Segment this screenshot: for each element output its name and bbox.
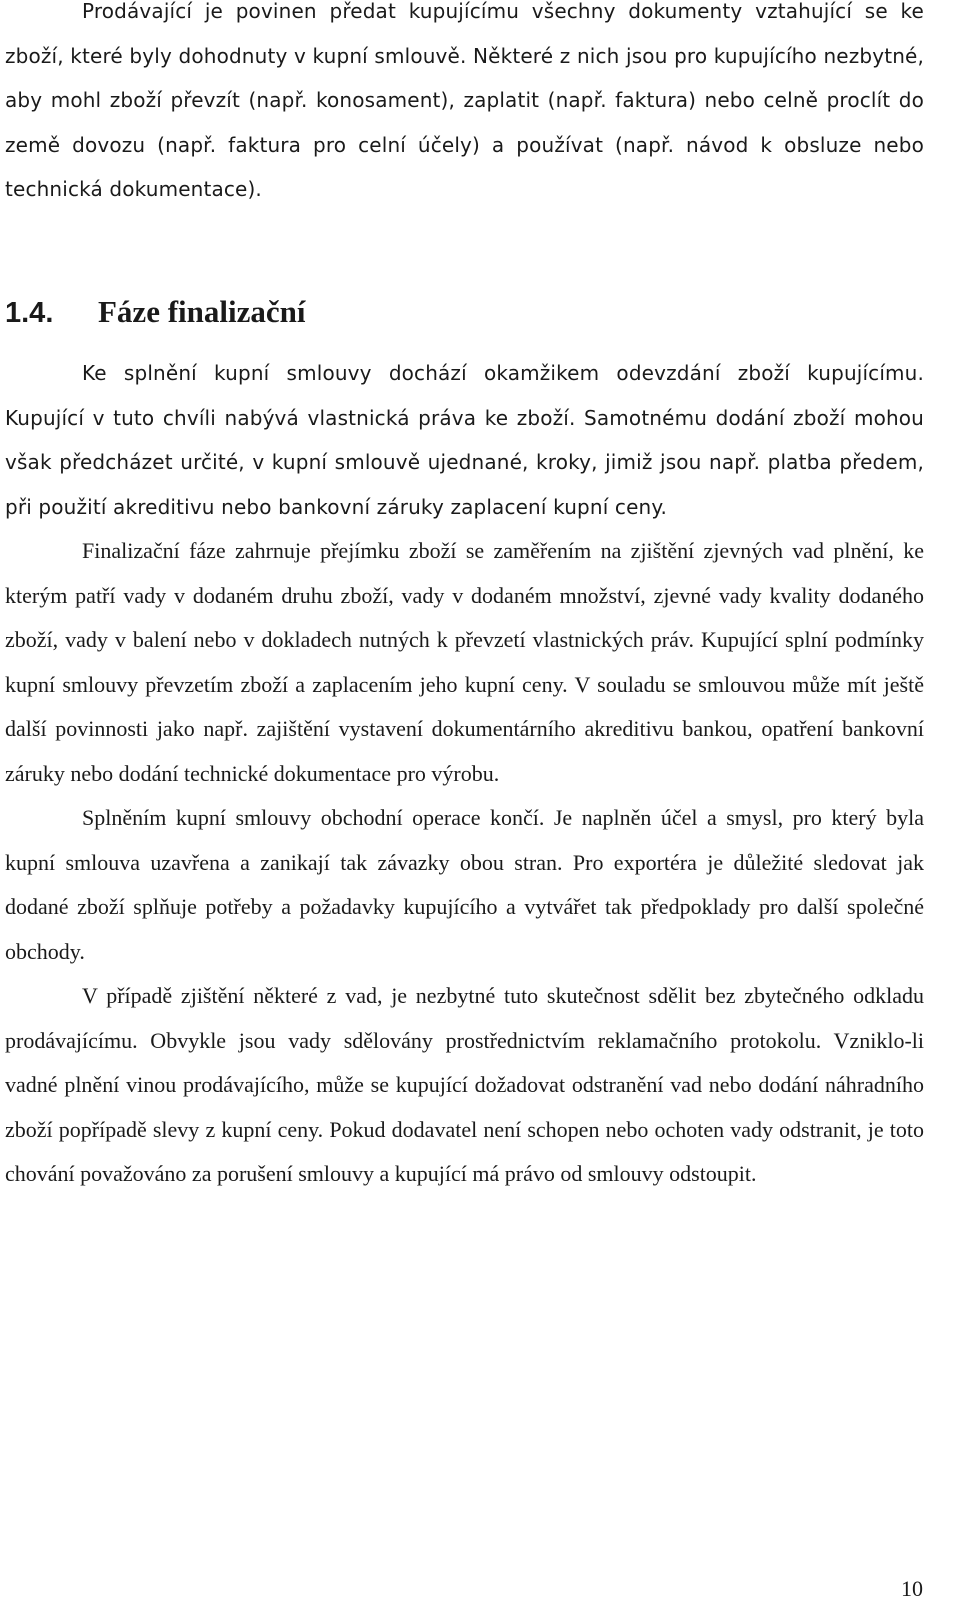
intro-paragraph: Prodávající je povinen předat kupujícímu všechny dokumenty vztahující se ke zboží, které byly dohodnuty v kupní smlouvě. Některé z nich jsou pro kupujícího nezbytné, aby mohl zboží převzít (např. konosament), zaplatit (např. faktura) nebo celně proclít do země dovozu (např. faktura pro celní účely) a používat (např. návod k obsluze nebo technická dokumentace).	[5, 0, 924, 201]
section-paragraph-2: Finalizační fáze zahrnuje přejímku zboží se zaměřením na zjištění zjevných vad plnění, ke kterým patří vady v dodaném druhu zboží, vady v dodaném množství, zjevné vady kvality dodaného zboží, vady v balení nebo v dokladech nutných k převzetí vlastnických práv. Kupující splní podmínky kupní smlouvy převzetím zboží a zaplacením jeho kupní ceny. V souladu se smlouvou může mít ještě další povinnosti jako např. zajištění vystavení dokumentárního akreditivu bankou, opatření bankovní záruky nebo dodání technické dokumentace pro výrobu.	[5, 538, 924, 786]
section-paragraph-1: Ke splnění kupní smlouvy dochází okamžikem odevzdání zboží kupujícímu. Kupující v tuto chvíli nabývá vlastnická práva ke zboží. Samotnému dodání zboží mohou však předcházet určité, v kupní smlouvě ujednané, kroky, jimiž jsou např. platba předem, při použití akreditivu nebo bankovní záruky zaplacení kupní ceny.	[5, 361, 924, 519]
section-paragraph-3: Splněním kupní smlouvy obchodní operace končí. Je naplněn účel a smysl, pro který byla kupní smlouva uzavřena a zanikají tak závazky obou stran. Pro exportéra je důležité sledovat jak dodané zboží splňuje potřeby a požadavky kupujícího a vytvářet tak předpoklady pro další společné obchody.	[5, 805, 924, 964]
section-heading	[5, 294, 305, 331]
section-paragraph-4: V případě zjištění některé z vad, je nezbytné tuto skutečnost sdělit bez zbytečného odkladu prodávajícímu. Obvykle jsou vady sdělovány prostřednictvím reklamačního protokolu. Vzniklo-li vadné plnění vinou prodávajícího, může se kupující dožadovat odstranění vad nebo dodání náhradního zboží popřípadě slevy z kupní ceny. Pokud dodavatel není schopen nebo ochoten vady odstranit, je toto chování považováno za porušení smlouvy a kupující má právo od smlouvy odstoupit.	[5, 983, 924, 1186]
intro-block	[5, 0, 924, 212]
section-body	[5, 351, 924, 1197]
section-title: Fáze finalizační	[98, 294, 306, 329]
page-number: 10	[901, 1576, 923, 1601]
section-number: 1.4.	[5, 297, 54, 329]
